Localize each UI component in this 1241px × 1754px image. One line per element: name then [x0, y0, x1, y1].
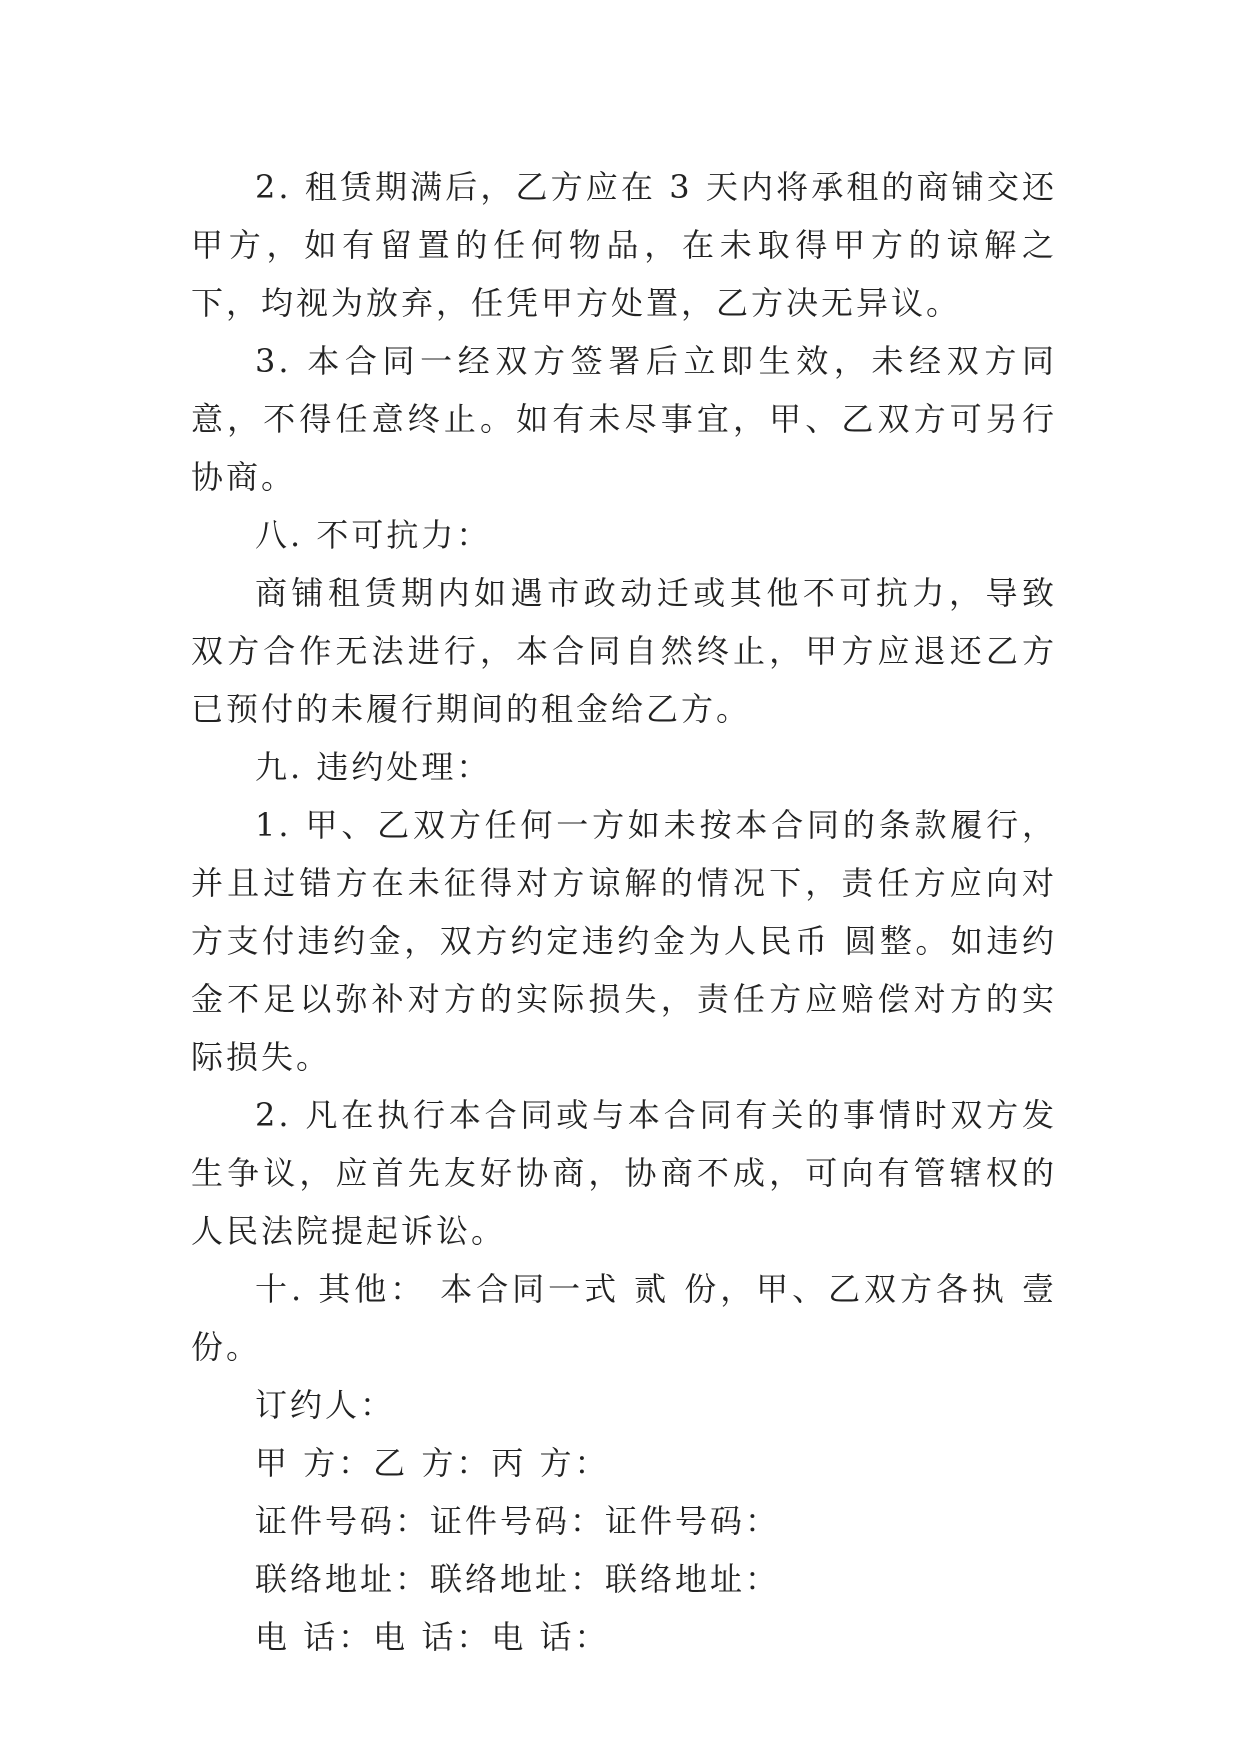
address-line: 联络地址：联络地址：联络地址：: [255, 1560, 781, 1598]
signatories-label: 订约人：: [255, 1386, 396, 1424]
contract-body: [191, 158, 1057, 1666]
phone-line: 电 话：电 话：电 话：: [255, 1618, 610, 1656]
section-8-heading: 八. 不可抗力：: [255, 516, 492, 554]
clause-7-2-return-shop: 2. 租赁期满后，乙方应在 3 天内将承租的商铺交还甲方，如有留置的任何物品，在未取得甲方的谅解之下，均视为放弃，任凭甲方处置，乙方决无异议。: [191, 168, 1057, 322]
id-number-line: 证件号码：证件号码：证件号码：: [255, 1502, 781, 1540]
clause-9-1-penalty: 1. 甲、乙双方任何一方如未按本合同的条款履行，并且过错方在未征得对方谅解的情况下，责任方应向对方支付违约金，双方约定违约金为人民币 圆整。如违约金不足以弥补对方的实际损失，责任方应赔偿对方的实际损失。: [191, 806, 1057, 1076]
clause-7-3-effectiveness: 3. 本合同一经双方签署后立即生效，未经双方同意，不得任意终止。如有未尽事宜，甲、乙双方可另行协商。: [191, 342, 1057, 496]
clause-9-2-dispute: 2. 凡在执行本合同或与本合同有关的事情时双方发生争议，应首先友好协商，协商不成，可向有管辖权的人民法院提起诉讼。: [191, 1096, 1057, 1250]
section-10-other: 十. 其他： 本合同一式 贰 份，甲、乙双方各执 壹 份。: [191, 1270, 1057, 1366]
section-9-heading: 九. 违约处理：: [255, 748, 492, 786]
section-8-force-majeure: 商铺租赁期内如遇市政动迁或其他不可抗力，导致双方合作无法进行，本合同自然终止，甲方应退还乙方已预付的未履行期间的租金给乙方。: [191, 574, 1057, 728]
parties-line: 甲 方：乙 方：丙 方：: [255, 1444, 610, 1482]
